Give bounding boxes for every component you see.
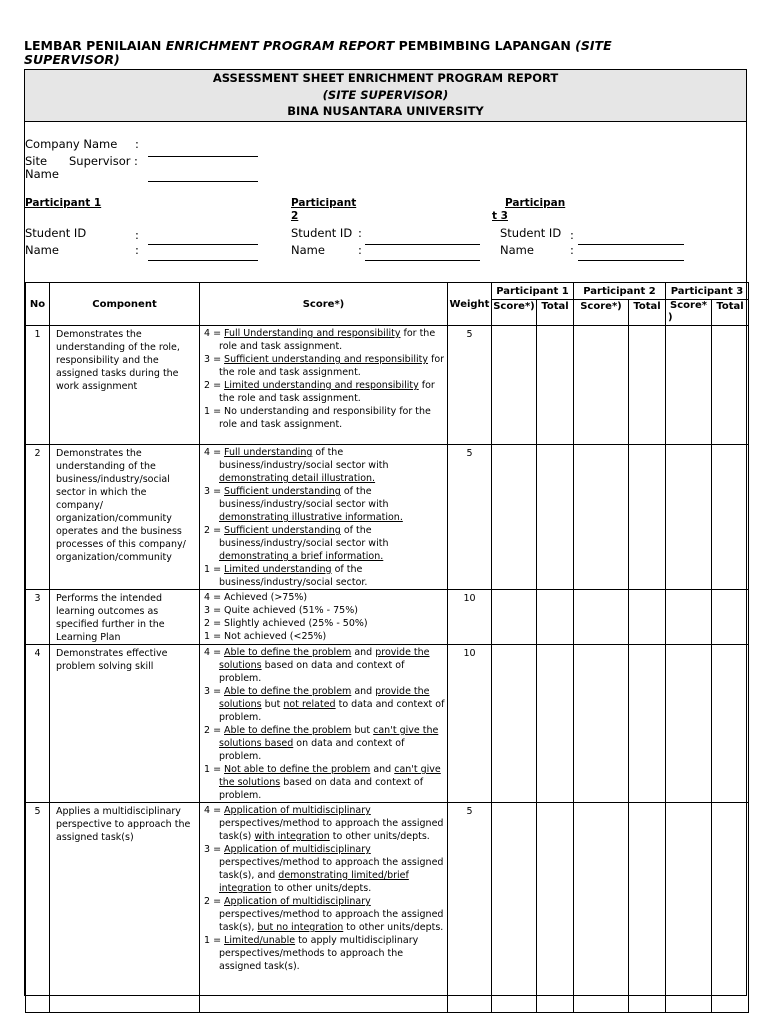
p3-total-cell[interactable] [712, 645, 749, 803]
header-p2-score: Score*) [574, 300, 629, 326]
p3-total-cell[interactable] [712, 803, 749, 1013]
row-weight: 10 [448, 590, 492, 645]
p1-total-cell[interactable] [537, 326, 574, 445]
site-supervisor-name-field[interactable] [148, 181, 258, 182]
score-level: 1 = Limited understanding of the business/industry/social sector. [204, 564, 368, 588]
participant-2-heading-tail: 2 [291, 210, 299, 222]
score-level: 2 = Sufficient understanding of the business/industry/social sector with demonstrating a brief information. [204, 525, 389, 562]
row-component: Demonstrates the understanding of the role, responsibility and the assigned tasks during the work assignment [50, 326, 200, 445]
p1-total-cell[interactable] [537, 645, 574, 803]
p2-score-cell[interactable] [574, 590, 629, 645]
participant-1-heading: Participant 1 [25, 197, 102, 209]
p1-student-id-colon: : [135, 228, 139, 242]
table-row [26, 445, 749, 590]
p2-score-cell[interactable] [574, 326, 629, 445]
table-row [26, 645, 749, 803]
p3-total-cell[interactable] [712, 326, 749, 445]
row-score-criteria [200, 803, 448, 1013]
header-p2-total: Total [629, 300, 666, 326]
score-level: 2 = Able to define the problem but can't give the solutions based on data and context of problem. [204, 725, 439, 762]
p1-score-cell[interactable] [492, 645, 537, 803]
site-supervisor-colon: : [134, 154, 138, 168]
header-line-1: ASSESSMENT SHEET ENRICHMENT PROGRAM REPORT [212, 71, 559, 85]
score-level: 2 = Limited understanding and responsibility for the role and task assignment. [204, 380, 435, 404]
header-component: Component [50, 283, 200, 326]
p2-score-cell[interactable] [574, 645, 629, 803]
score-level: 4 = Application of multidisciplinary perspectives/method to approach the assigned task(s) with integration to other units/depts. [204, 805, 444, 842]
header-line-2: (SITE SUPERVISOR) [322, 87, 449, 102]
row-score-criteria [200, 590, 448, 645]
participant-2-heading: Participant [291, 197, 357, 209]
score-level: 1 = Not achieved (<25%) [204, 631, 327, 642]
score-level: 3 = Application of multidisciplinary perspectives/method to approach the assigned task(s), and demonstrating limited/brief integration to other units/depts. [204, 844, 444, 894]
p2-student-id-colon: : [358, 226, 362, 240]
header-weight: Weight [448, 283, 492, 326]
header-line-3: BINA NUSANTARA UNIVERSITY [287, 104, 484, 118]
row-component: Demonstrates the understanding of the business/industry/social sector in which the company/ organization/community operates and the business processes of this company/ organization/community [50, 445, 200, 590]
p3-score-cell[interactable] [666, 645, 712, 803]
site-supervisor-name-label: Name [25, 167, 59, 181]
row-score-criteria [200, 645, 448, 803]
assessment-table [25, 282, 749, 1013]
row-number: 5 [26, 803, 50, 1013]
p2-total-cell[interactable] [629, 803, 666, 1013]
p1-student-id-field[interactable] [148, 244, 258, 245]
score-level: 4 = Able to define the problem and provide the solutions based on data and context of problem. [204, 647, 430, 684]
p3-score-cell[interactable] [666, 326, 712, 445]
p2-student-id-field[interactable] [365, 244, 480, 245]
row-weight: 5 [448, 445, 492, 590]
table-row [26, 803, 749, 1013]
row-weight: 10 [448, 645, 492, 803]
p1-total-cell[interactable] [537, 590, 574, 645]
row-number: 3 [26, 590, 50, 645]
p2-name-field[interactable] [365, 260, 480, 261]
p1-name-colon: : [135, 243, 139, 257]
row-score-criteria [200, 326, 448, 445]
score-level: 1 = Limited/unable to apply multidisciplinary perspectives/methods to approach the assigned task(s). [204, 935, 419, 972]
p3-student-id-label: Student ID [500, 226, 562, 240]
score-level: 4 = Achieved (>75%) [204, 592, 308, 603]
row-number: 2 [26, 445, 50, 590]
p2-total-cell[interactable] [629, 445, 666, 590]
score-level: 2 = Slightly achieved (25% - 50%) [204, 618, 368, 629]
participant-3-heading: Participan [505, 197, 566, 209]
header-score: Score*) [200, 283, 448, 326]
header-p1-total: Total [537, 300, 574, 326]
document-title: LEMBAR PENILAIAN ENRICHMENT PROGRAM REPORT PEMBIMBING LAPANGAN (SITE SUPERVISOR) [24, 38, 612, 67]
row-weight: 5 [448, 803, 492, 1013]
score-level: 1 = Not able to define the problem and can't give the solutions based on data and context of problem. [204, 764, 441, 801]
p3-name-field[interactable] [578, 260, 684, 261]
p3-student-id-colon: : [570, 228, 574, 242]
row-number: 1 [26, 326, 50, 445]
p2-total-cell[interactable] [629, 645, 666, 803]
p1-score-cell[interactable] [492, 326, 537, 445]
row-component: Demonstrates effective problem solving skill [50, 645, 200, 803]
p2-name-label: Name [291, 243, 325, 257]
row-score-criteria [200, 445, 448, 590]
p1-score-cell[interactable] [492, 590, 537, 645]
table-row [26, 590, 749, 645]
score-level: 3 = Able to define the problem and provide the solutions but not related to data and context of problem. [204, 686, 445, 723]
score-level: 1 = No understanding and responsibility for the role and task assignment. [204, 406, 431, 430]
header-participant-1: Participant 1 [492, 283, 574, 300]
participant-3-heading-tail: t 3 [492, 210, 508, 222]
score-level: 4 = Full understanding of the business/industry/social sector with demonstrating detail illustration. [204, 447, 389, 484]
p2-name-colon: : [358, 243, 362, 257]
p1-total-cell[interactable] [537, 803, 574, 1013]
company-name-field[interactable] [148, 156, 258, 157]
p3-total-cell[interactable] [712, 590, 749, 645]
score-level: 2 = Application of multidisciplinary perspectives/method to approach the assigned task(s), but no integration to other units/depts. [204, 896, 444, 933]
company-name-colon: : [135, 137, 139, 151]
company-name-label: Company Name [25, 137, 118, 151]
row-weight: 5 [448, 326, 492, 445]
table-row [26, 326, 749, 445]
p2-student-id-label: Student ID [291, 226, 353, 240]
p1-student-id-label: Student ID [25, 226, 87, 240]
header-p3-score: Score* ) [666, 300, 712, 326]
p1-name-field[interactable] [148, 260, 258, 261]
score-level: 3 = Sufficient understanding of the business/industry/social sector with demonstrating illustrative information. [204, 486, 403, 523]
row-component: Applies a multidisciplinary perspective to approach the assigned task(s) [50, 803, 200, 1013]
assessment-header [25, 70, 746, 122]
header-p1-score: Score*) [492, 300, 537, 326]
p3-score-cell[interactable] [666, 590, 712, 645]
p2-total-cell[interactable] [629, 590, 666, 645]
p1-score-cell[interactable] [492, 803, 537, 1013]
p2-score-cell[interactable] [574, 445, 629, 590]
score-level: 4 = Full Understanding and responsibility for the role and task assignment. [204, 328, 436, 352]
site-supervisor-label: Site Supervisor [25, 154, 131, 168]
p3-score-cell[interactable] [666, 445, 712, 590]
p3-student-id-field[interactable] [578, 244, 684, 245]
score-level: 3 = Sufficient understanding and responsibility for the role and task assignment. [204, 354, 445, 378]
row-component: Performs the intended learning outcomes as specified further in the Learning Plan [50, 590, 200, 645]
row-number: 4 [26, 645, 50, 803]
p1-name-label: Name [25, 243, 59, 257]
p3-total-cell[interactable] [712, 445, 749, 590]
p2-score-cell[interactable] [574, 803, 629, 1013]
p3-name-colon: : [570, 243, 574, 257]
assessment-frame [24, 69, 747, 996]
header-participant-2: Participant 2 [574, 283, 666, 300]
header-no: No [26, 283, 50, 326]
header-participant-3: Participant 3 [666, 283, 749, 300]
p1-total-cell[interactable] [537, 445, 574, 590]
p2-total-cell[interactable] [629, 326, 666, 445]
header-p3-total: Total [712, 300, 749, 326]
p3-name-label: Name [500, 243, 534, 257]
score-level: 3 = Quite achieved (51% - 75%) [204, 605, 358, 616]
p1-score-cell[interactable] [492, 445, 537, 590]
p3-score-cell[interactable] [666, 803, 712, 1013]
